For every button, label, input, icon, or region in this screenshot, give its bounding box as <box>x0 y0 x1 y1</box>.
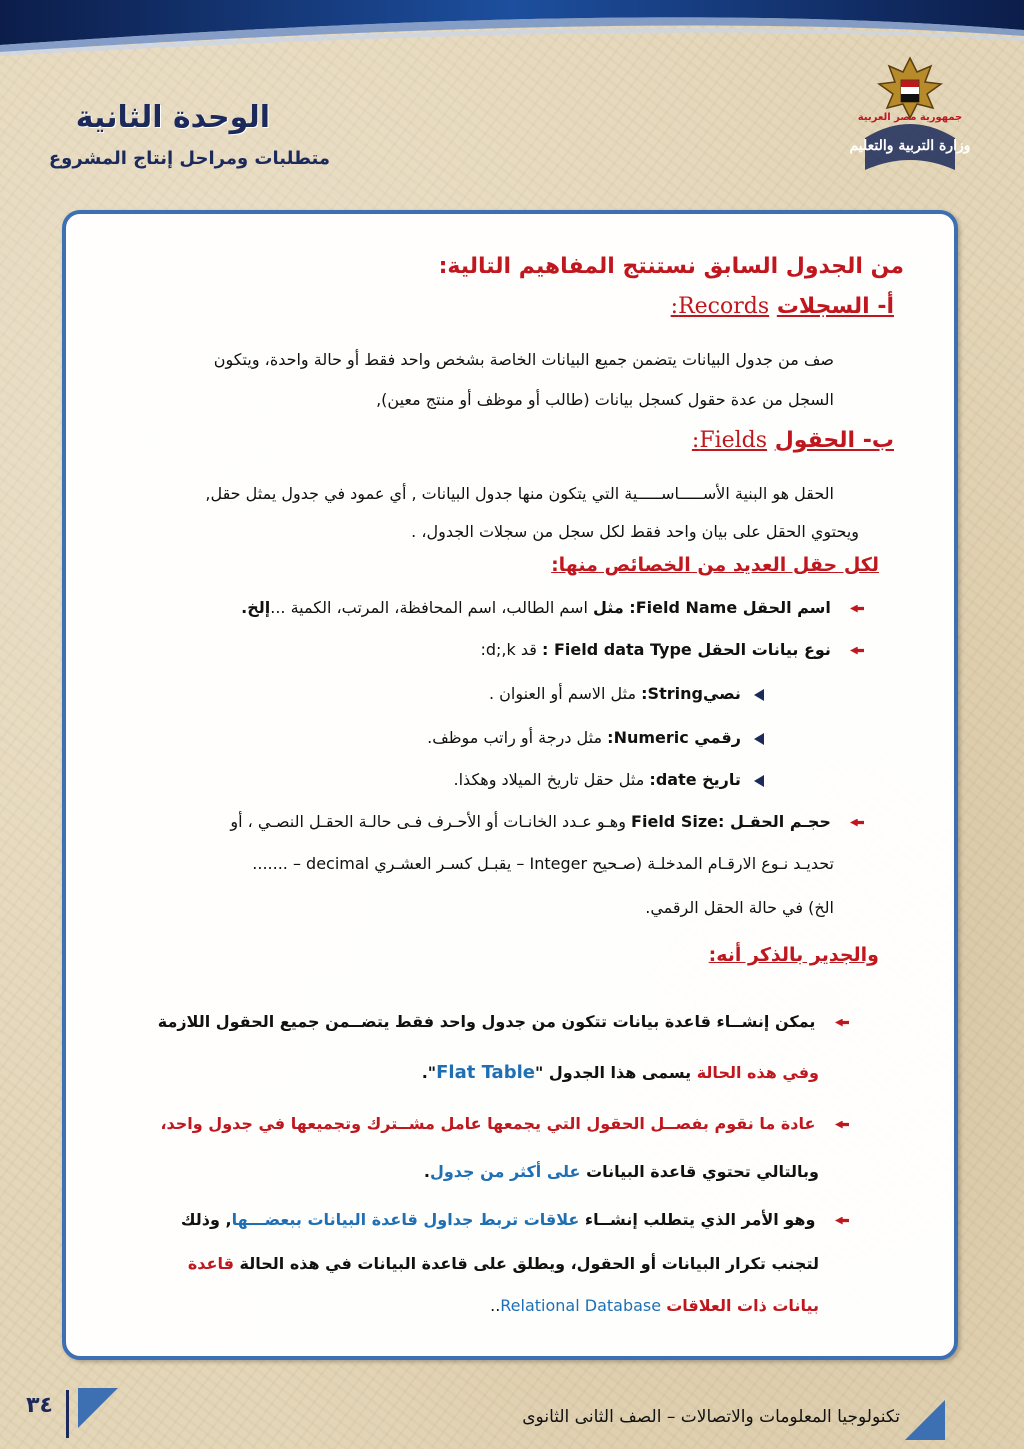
note-3-highlight-red: قاعدة <box>187 1254 234 1273</box>
unit-subtitle: متطلبات ومراحل إنتاج المشروع <box>48 148 330 169</box>
arrow-bullet-icon <box>842 816 864 830</box>
arrow-bullet-icon <box>827 1016 849 1030</box>
relational-ar: بيانات ذات العلاقات <box>666 1296 819 1315</box>
emblem-caption: جمهورية مصر العربية <box>857 112 963 123</box>
note-2-line-1 <box>160 1114 849 1133</box>
field-size-text-2: تحديـد نـوع الارقـام المدخلـة (صـحيح Integer – يقبـل كسـر العشـري decimal – ....... <box>252 854 834 873</box>
note-1-text-d: ". <box>421 1063 437 1082</box>
field-name-etc: إلخ. <box>241 598 271 617</box>
string-item <box>489 684 764 703</box>
triangle-bullet-icon <box>754 775 764 787</box>
note-3-end: .. <box>490 1296 501 1315</box>
arrow-bullet-icon <box>827 1214 849 1228</box>
records-heading-en: Records: <box>670 294 770 319</box>
properties-heading: لكل حقل العديد من الخصائص منها: <box>551 554 879 576</box>
date-label: تاريخ date: <box>649 770 741 789</box>
field-size-text-3: الخ) في حالة الحقل الرقمي. <box>645 898 834 917</box>
note-3-line-3 <box>490 1296 819 1315</box>
field-size-text-1: وهـو عـدد الخانـات أو الأحـرف فـى حالـة الحقـل النصـي ، أو <box>230 812 626 831</box>
relational-en: Relational Database <box>500 1296 662 1315</box>
records-heading-ar: أ- السجلات <box>776 294 894 319</box>
fields-paragraph-1: الحقل هو البنية الأســـــاســـــية التي يتكون منها جدول البيانات , أي عمود في جدول يمثل حقل, <box>205 484 834 503</box>
note-1-line-1 <box>158 1012 849 1031</box>
records-paragraph-2: السجل من عدة حقول كسجل بيانات (طالب أو موظف أو منتج معين), <box>376 390 834 409</box>
numeric-label: رقمي Numeric: <box>607 728 741 747</box>
ministry-emblem <box>845 50 975 180</box>
fields-heading-ar: ب- الحقول <box>774 428 894 453</box>
data-type-text: قد d;,k: <box>480 640 537 659</box>
field-size-label: حجـم الحقـل :Field Size <box>631 812 831 831</box>
corner-decoration-icon <box>78 1388 118 1428</box>
field-name-text: اسم الطالب، اسم المحافظة، المرتب، الكمية ... <box>270 598 588 617</box>
fields-heading <box>692 428 894 453</box>
arrow-bullet-icon <box>842 602 864 616</box>
unit-title: الوحدة الثانية <box>75 100 270 135</box>
note-1-text: يمكن إنشــاء قاعدة بيانات تتكون من جدول واحد فقط يتضــمن جميع الحقول اللازمة <box>157 1012 816 1031</box>
numeric-text: مثل درجة أو راتب موظف. <box>427 728 603 747</box>
content-panel <box>62 210 958 1360</box>
note-2-line-2 <box>424 1162 819 1181</box>
note-3-highlight: علاقات تربط جداول قاعدة البيانات ببعضـــها <box>231 1210 580 1229</box>
arrow-bullet-icon <box>827 1118 849 1132</box>
string-label: نصيString: <box>641 684 741 703</box>
triangle-bullet-icon <box>754 689 764 701</box>
page-number: ٣٤ <box>26 1393 53 1418</box>
flat-table-term: Flat Table <box>436 1062 535 1083</box>
intro-heading: من الجدول السابق نستنتج المفاهيم التالية: <box>438 254 904 279</box>
note-3-text-d: لتجنب تكرار البيانات أو الحقول، ويطلق على قاعدة البيانات في هذه الحالة <box>239 1254 819 1273</box>
date-text: مثل حقل تاريخ الميلاد وهكذا. <box>453 770 645 789</box>
records-paragraph-1: صف من جدول البيانات يتضمن جميع البيانات الخاصة بشخص واحد فقط أو حالة واحدة، ويتكون <box>213 350 834 369</box>
notes-heading: والجدير بالذكر أنه: <box>708 944 879 966</box>
footer-book-title: تكنولوجيا المعلومات والاتصالات – الصف الثانى الثانوى <box>522 1407 900 1427</box>
string-text: مثل الاسم أو العنوان . <box>488 684 637 703</box>
note-3-text-c: , وذلك <box>180 1210 232 1229</box>
field-size-item <box>230 812 864 831</box>
field-name-item <box>241 598 864 617</box>
note-2-text-c: . <box>423 1162 430 1181</box>
footer-divider-left <box>66 1390 69 1438</box>
numeric-item <box>427 728 764 747</box>
data-type-item <box>480 640 864 659</box>
note-2-text: عادة ما نقوم بفصــل الحقول التي يجمعها عامل مشــترك وتجميعها في جدول واحد، <box>160 1114 816 1133</box>
corner-decoration-icon <box>905 1400 945 1440</box>
note-1-text-b: يسمى هذا الجدول " <box>534 1063 692 1082</box>
ministry-name: وزارة التربية والتعليم <box>849 138 971 154</box>
fields-heading-en: Fields: <box>691 428 768 453</box>
date-item <box>454 770 764 789</box>
arrow-bullet-icon <box>842 644 864 658</box>
note-3-line-1 <box>181 1210 849 1229</box>
data-type-label: نوع بيانات الحقل Field data Type : <box>542 640 831 659</box>
field-name-label: اسم الحقل Field Name: مثل <box>593 598 831 617</box>
note-2-text-a: وبالتالي تحتوي قاعدة البيانات <box>586 1162 819 1181</box>
triangle-bullet-icon <box>754 733 764 745</box>
fields-paragraph-2: ويحتوي الحقل على بيان واحد فقط لكل سجل من سجلات الجدول، . <box>411 522 859 541</box>
note-1-highlight: وفي هذه الحالة <box>696 1063 819 1082</box>
note-2-highlight: على أكثر من جدول <box>429 1162 581 1181</box>
note-3-text-a: وهو الأمر الذي يتطلب إنشــاء <box>584 1210 816 1229</box>
records-heading <box>671 294 894 319</box>
note-1-line-2 <box>422 1062 819 1083</box>
note-3-line-2 <box>188 1254 819 1273</box>
